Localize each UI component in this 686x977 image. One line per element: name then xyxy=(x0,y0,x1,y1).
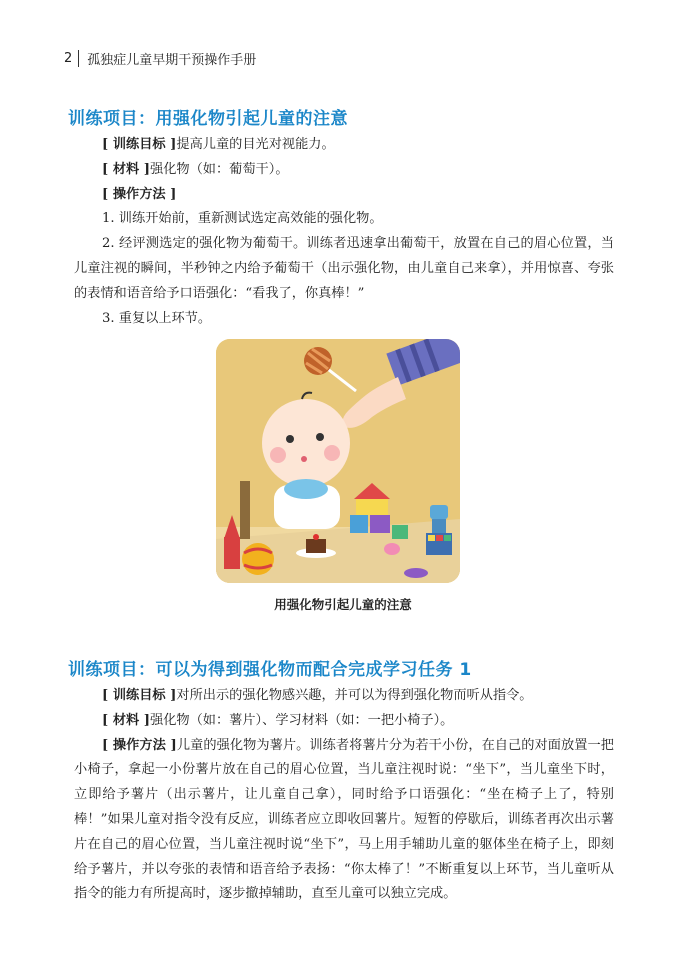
running-header xyxy=(64,46,256,70)
method-text-2: 儿童的强化物为薯片。训练者将薯片分为若干小份，在自己的对面放置一把小椅子，拿起一小份薯片放在自己的眉心位置，当儿童注视时说：“坐下”，当儿童坐下时，立即给予薯片（出示薯片，让儿童自己拿），同时给予口语强化：“坐在椅子上了，特别棒！”如果儿童对指令没有反应，训练者应立即收回薯片。短暂的停歇后，训练者再次出示薯片在自己的眉心位置，当儿童注视时说“坐下”，马上用手辅助儿童的躯体坐在椅子上，即刻给予薯片，并以夸张的表情和语音给予表扬：“你太棒了！”不断重复以上环节，当儿童听从指令的能力有所提高时，逐步撤掉辅助，直至儿童可以独立完成。 xyxy=(74,737,614,902)
step-1: 1. 训练开始前，重新测试选定高效能的强化物。 xyxy=(102,211,383,227)
goal-label: [ 训练目标 ] xyxy=(102,137,177,152)
material-line xyxy=(74,158,614,183)
section-body-2 xyxy=(74,684,614,907)
goal-line-2 xyxy=(74,684,614,709)
header-divider xyxy=(78,50,79,67)
step-3: 3. 重复以上环节。 xyxy=(102,310,212,326)
method-line xyxy=(74,183,614,208)
goal-text: 提高儿童的目光对视能力。 xyxy=(176,137,335,152)
section-title-1: 训练项目：用强化物引起儿童的注意 xyxy=(68,109,348,129)
figure-caption: 用强化物引起儿童的注意 xyxy=(274,597,412,612)
method-line-2 xyxy=(74,734,614,908)
goal-text-2: 对所出示的强化物感兴趣，并可以为得到强化物而听从指令。 xyxy=(176,688,533,703)
illustration-drawing xyxy=(216,339,460,583)
step-2: 2. 经评测选定的强化物为葡萄干。训练者迅速拿出葡萄干，放置在自己的眉心位置，当儿童注视的瞬间，半秒钟之内给予葡萄干（出示强化物，由儿童自己来拿），并用惊喜、夸张的表情和语音给予口语强化：“看我了，你真棒！” xyxy=(74,236,614,301)
section-body-1 xyxy=(74,133,614,331)
goal-line xyxy=(74,133,614,158)
material-label-2: [ 材料 ] xyxy=(102,712,151,728)
material-line-2 xyxy=(74,709,614,734)
illustration-child-attention xyxy=(216,339,460,583)
goal-label-2: [ 训练目标 ] xyxy=(102,688,177,703)
section-title-2: 训练项目：可以为得到强化物而配合完成学习任务 1 xyxy=(68,660,472,680)
material-text-2: 强化物（如：薯片）、学习材料（如：一把小椅子）。 xyxy=(150,712,454,728)
material-label: [ 材料 ] xyxy=(102,161,151,177)
method-label-2: [ 操作方法 ] xyxy=(102,737,177,753)
book-title: 孤独症儿童早期干预操作手册 xyxy=(87,52,257,68)
method-label: [ 操作方法 ] xyxy=(102,186,177,202)
material-text: 强化物（如：葡萄干）。 xyxy=(150,161,289,177)
page-number: 2 xyxy=(64,50,73,66)
